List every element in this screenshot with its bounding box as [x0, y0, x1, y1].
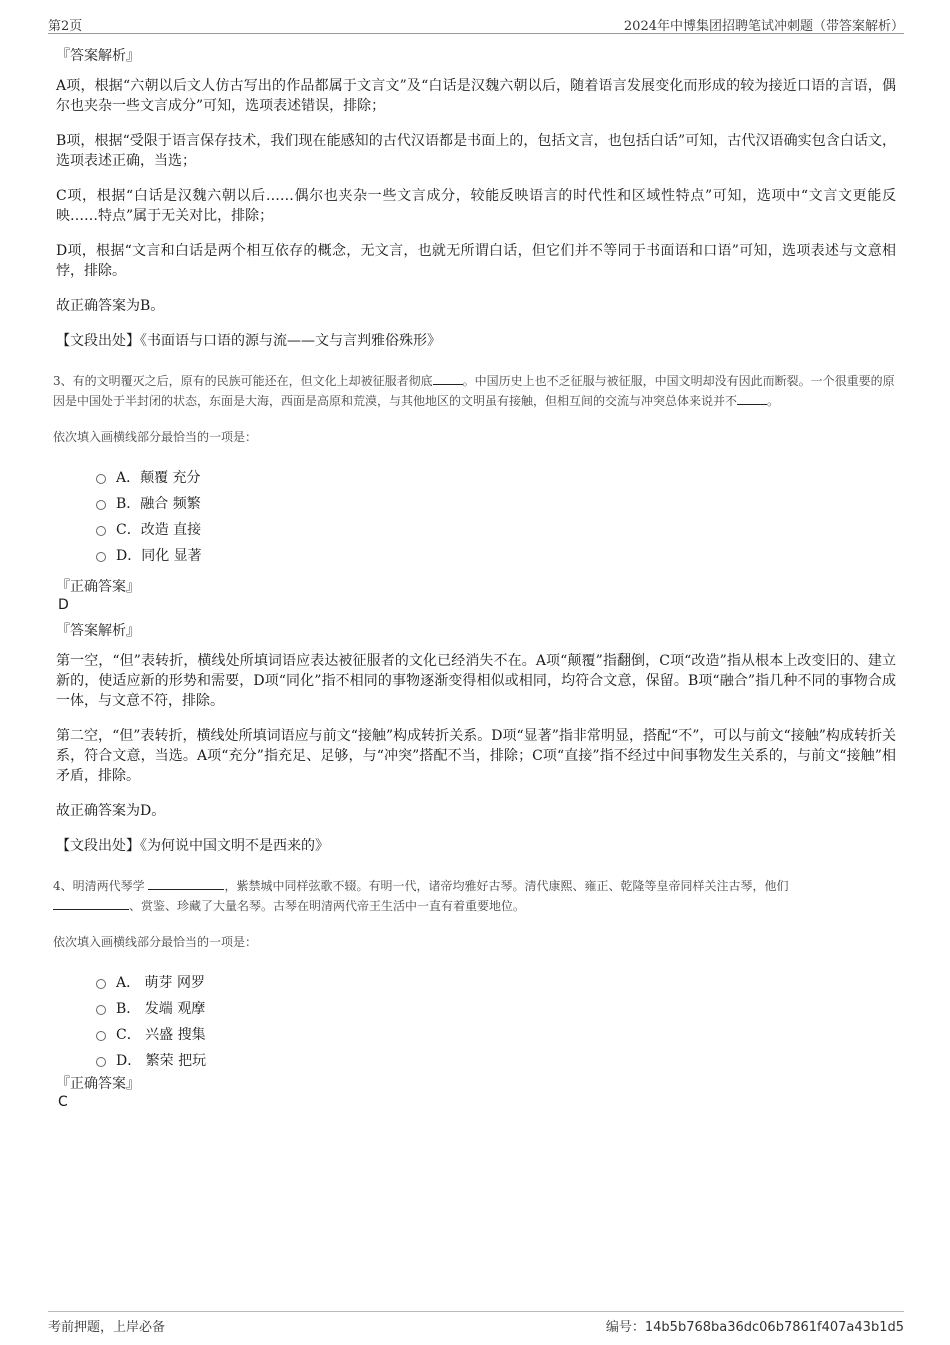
page-number: 第2页 [48, 19, 83, 34]
question-3-stem: 3、有的文明覆灭之后，原有的民族可能还在，但文化上却被征服者彻底 。中国历史上也不乏征服与被征服，中国文明却没有因此而断裂。一个很重要的原因是中国处于半封闭的状态，东面是大海，西面是高原和荒漠，与其他地区的文明虽有接触，但相互间的交流与冲突总体来说并不 。 [53, 374, 895, 408]
option-d[interactable]: D．同化 显著 [96, 543, 896, 569]
analysis-paragraph: A项，根据“六朝以后文人仿古写出的作品都属于文言文”及“白话是汉魏六朝以后，随着语言发展变化而形成的较为接近口语的言语，偶尔也夹杂一些文言成分”可知，选项表述错误，排除； [56, 78, 896, 114]
correct-answer: D [58, 597, 69, 613]
radio-icon[interactable] [96, 1005, 106, 1015]
correct-answer-label: 『正确答案』 [56, 579, 140, 595]
fill-blank [53, 909, 129, 910]
fill-blank [737, 404, 767, 405]
correct-answer-label: 『正确答案』 [56, 1076, 140, 1092]
document-title: 2024年中博集团招聘笔试冲刺题（带答案解析） [623, 19, 904, 34]
source-citation: 【文段出处】《为何说中国文明不是西来的》 [56, 838, 329, 854]
radio-icon[interactable] [96, 1057, 106, 1067]
question-4-options [96, 970, 896, 1074]
document-code: 编号：14b5b768ba36dc06b7861f407a43b1d5 [605, 1320, 904, 1335]
analysis-paragraph: 第二空，“但”表转折，横线处所填词语应与前文“接触”构成转折关系。D项“显著”指非常明显，搭配“不”，可以与前文“接触”构成转折关系，符合文意，当选。A项“充分”指充足、足够，与“冲突”搭配不当，排除；C项“直接”指不经过中间事物发生关系的，与前文“接触”相矛盾，排除。 [56, 728, 896, 784]
answer-statement: 故正确答案为B。 [56, 298, 165, 314]
option-a[interactable]: A．颠覆 充分 [96, 465, 896, 491]
radio-icon[interactable] [96, 552, 106, 562]
analysis-paragraph: D项，根据“文言和白话是两个相互依存的概念，无文言，也就无所谓白话，但它们并不等同于书面语和口语”可知，选项表述与文意相悖，排除。 [56, 243, 896, 279]
option-c[interactable]: C．改造 直接 [96, 517, 896, 543]
option-b[interactable]: B．融合 频繁 [96, 491, 896, 517]
page-footer [48, 1311, 904, 1334]
analysis-paragraph: C项，根据“白话是汉魏六朝以后……偶尔也夹杂一些文言成分，较能反映语言的时代性和区域性特点”可知，选项中“文言文更能反映……特点”属于无关对比，排除； [56, 188, 896, 224]
question-3-prompt: 依次填入画横线部分最恰当的一项是： [53, 430, 258, 444]
option-b[interactable]: B． 发端 观摩 [96, 996, 896, 1022]
analysis-label: 『答案解析』 [56, 623, 140, 639]
question-4-stem: 4、明清两代琴学 ，紫禁城中同样弦歌不辍。有明一代，诸帝均雅好古琴。清代康熙、雍正、乾隆等皇帝同样关注古琴，他们 、赏鉴、珍藏了大量名琴。古琴在明清两代帝王生活中一直有着重要地位。 [53, 879, 789, 913]
analysis-paragraph: B项，根据“受限于语言保存技术，我们现在能感知的古代汉语都是书面上的，包括文言，也包括白话”可知，古代汉语确实包含白话文，选项表述正确，当选； [56, 133, 896, 169]
footer-slogan: 考前押题，上岸必备 [48, 1320, 166, 1335]
question-4-prompt: 依次填入画横线部分最恰当的一项是： [53, 935, 258, 949]
correct-answer: C [58, 1094, 68, 1110]
radio-icon[interactable] [96, 500, 106, 510]
radio-icon[interactable] [96, 979, 106, 989]
page-content [53, 46, 896, 1118]
analysis-label: 『答案解析』 [56, 48, 140, 64]
fill-blank [433, 384, 463, 385]
question-3-options [96, 465, 896, 569]
option-c[interactable]: C． 兴盛 搜集 [96, 1022, 896, 1048]
option-a[interactable]: A． 萌芽 网罗 [96, 970, 896, 996]
radio-icon[interactable] [96, 474, 106, 484]
analysis-paragraph: 第一空，“但”表转折，横线处所填词语应表达被征服者的文化已经消失不在。A项“颠覆”指翻倒，C项“改造”指从根本上改变旧的、建立新的，使适应新的形势和需要，D项“同化”指不相同的事物逐渐变得相似或相同，均符合文意，保留。B项“融合”指几种不同的事物合成一体，与文意不符，排除。 [56, 653, 896, 709]
radio-icon[interactable] [96, 526, 106, 536]
source-citation: 【文段出处】《书面语与口语的源与流——文与言判雅俗殊形》 [56, 333, 441, 349]
page-header [48, 13, 904, 34]
option-d[interactable]: D． 繁荣 把玩 [96, 1048, 896, 1074]
radio-icon[interactable] [96, 1031, 106, 1041]
fill-blank [148, 889, 224, 890]
answer-statement: 故正确答案为D。 [56, 803, 166, 819]
